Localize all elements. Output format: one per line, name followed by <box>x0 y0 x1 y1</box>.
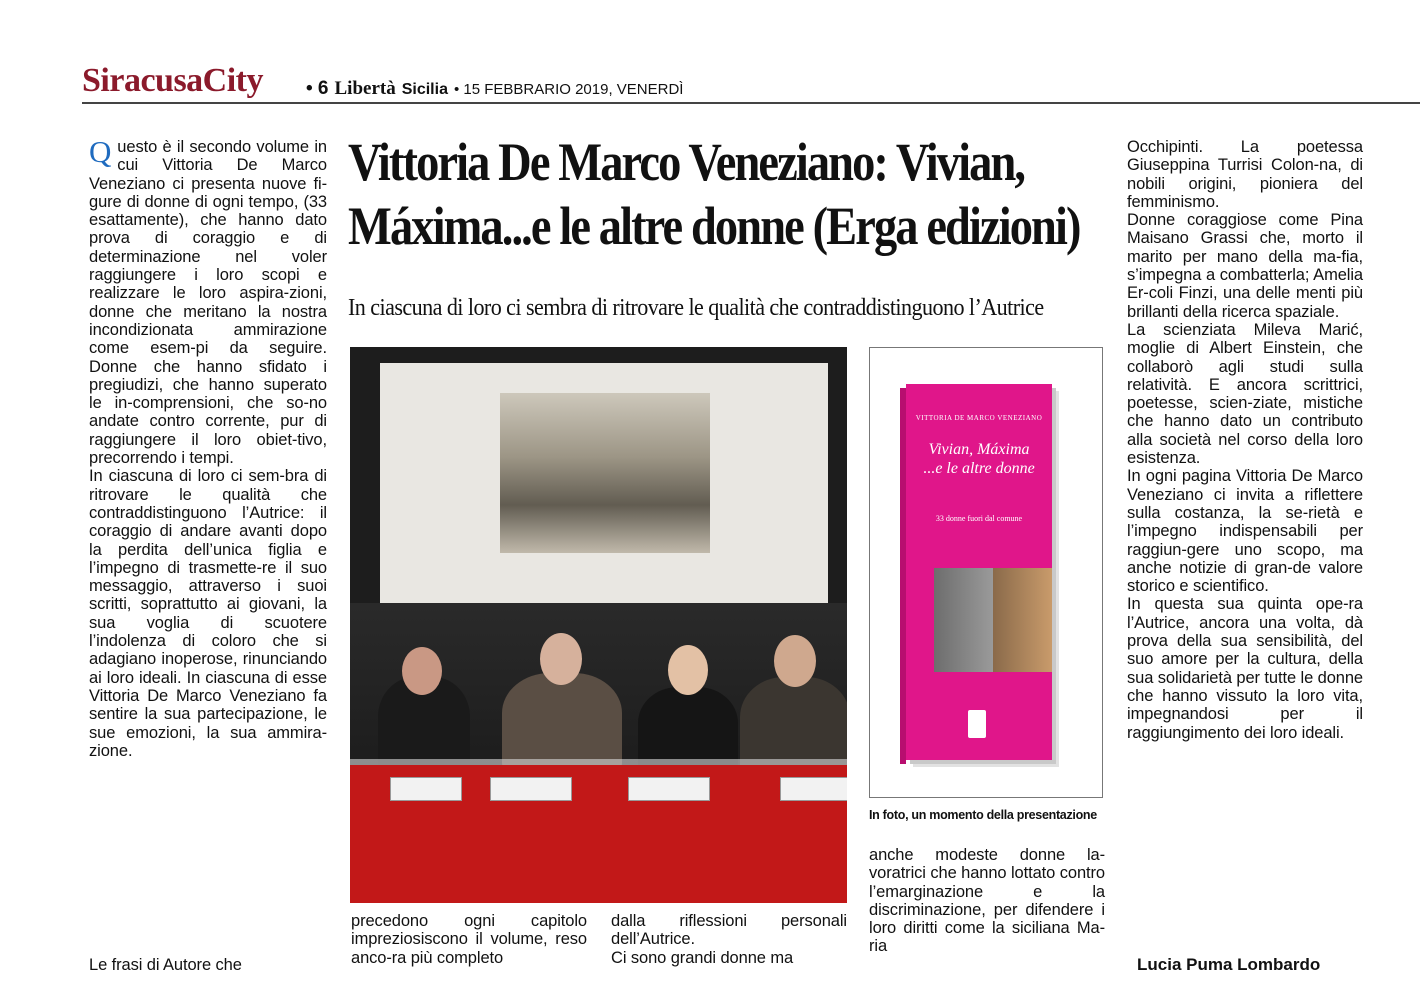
article-column-3 <box>611 912 847 967</box>
paragraph: Ci sono grandi donne ma <box>611 948 794 967</box>
nameplate <box>628 777 710 801</box>
paragraph: In questa sua quinta ope-ra l’Autrice, ancora una volta, dà prova della sua sensibilità, del suo amore per la cultura, della sua solidarietà per tutte le donne che hanno vissuto la loro vita, impegnandosi per il raggiungimento dei loro ideali. <box>1127 595 1364 742</box>
book-subtitle: 33 donne fuori dal comune <box>935 514 1023 523</box>
paragraph: Le frasi di Autore che <box>89 956 242 974</box>
book-title <box>906 440 1052 478</box>
article-column-5 <box>1127 138 1363 742</box>
book-cover <box>906 384 1052 760</box>
speaker-2 <box>502 673 622 773</box>
newspaper-logo: Libertà <box>334 78 396 99</box>
paragraph <box>89 134 327 468</box>
book-author: VITTORIA DE MARCO VENEZIANO <box>915 414 1043 422</box>
edition-region: Sicilia <box>401 81 448 98</box>
speaker-4-head <box>774 635 816 687</box>
photo-caption: In foto, un momento della presentazione <box>869 808 1097 822</box>
paragraph: In ciascuna di loro ci sem-bra di ritrovare le qualità che contraddistinguono l’Autrice: il coraggio di andare avanti dopo la perdita dell’unica figlia e l’impegno di trasmette-re il suo messaggio, attraverso i suoi scritti, soprattutto ai giovani, la sua voglia di scuotere l’indolenza di coloro che si adagiano inoperose, rinunciando ai loro ideali. In ciascuna di esse Vittoria De Marco Veneziano fa sentire la sua partecipazione, le sue emozioni, la sua ammira-zione. <box>89 467 327 760</box>
nameplate <box>780 777 847 801</box>
paragraph: dalla riflessioni personali dell’Autrice. <box>611 912 847 949</box>
projection-screen <box>380 363 828 603</box>
paragraph: Donne coraggiose come Pina Maisano Grassi che, morto il marito per mano della ma-fia, s’impegna a combatterla; Amelia Er-coli Finzi, una delle menti più brillanti della ricerca spaziale. <box>1127 211 1363 321</box>
nameplate <box>490 777 572 801</box>
drop-cap: Q <box>89 134 112 169</box>
headline <box>348 130 1080 258</box>
paragraph: Occhipinti. La poetessa Giuseppina Turrisi Colon-na, di nobili origini, pioniera del femminismo. <box>1127 138 1363 211</box>
speaker-3-head <box>668 645 708 695</box>
book-cover-photo <box>869 347 1103 798</box>
author-byline: Lucia Puma Lombardo <box>1137 955 1321 974</box>
paragraph-text: uesto è il secondo volume in cui Vittoria De Marco Veneziano ci presenta nuove fi-gure di donne di ogni tempo, (33 esattamente), che hanno dato prova di coraggio e di determinazione nel voler raggiungere i loro scopi e realizzare le loro aspira-zioni, donne che meritano la nostra incondizionata ammirazione come esem-pi da seguire. Donne che hanno sfidato i pregiudizi, che hanno superato le in-comprensioni, che so-no andate contro corrente, pur di raggiungere il loro obiet-tivo, precorrendo i tempi. <box>89 138 327 468</box>
headline-line-2: Máxima...e le altre donne (Erga edizioni) <box>348 196 1080 256</box>
paragraph: In ogni pagina Vittoria De Marco Veneziano ci invita a riflettere sulla costanza, la se-rietà e l’impegno indispensabili per raggiun-gere uno scopo, ma anche notizie di gran-de valore storico e scientifico. <box>1127 467 1363 596</box>
article-column-2 <box>351 912 587 967</box>
issue-date: • 15 FEBBRARIO 2019, VENERDÌ <box>453 81 684 98</box>
projected-image <box>500 393 710 553</box>
subheadline: In ciascuna di loro ci sembra di ritrovare le qualità che contraddistinguono l’Autrice <box>348 295 1044 321</box>
publisher-logo <box>968 710 986 738</box>
nameplate <box>390 777 462 801</box>
header-rule <box>82 102 1420 104</box>
book-cover-image <box>934 568 1052 672</box>
headline-line-1: Vittoria De Marco Veneziano: Vivian, <box>348 132 1025 192</box>
article-column-1 <box>89 134 327 974</box>
section-title: SiracusaCity <box>82 62 263 99</box>
paragraph: La scienziata Mileva Marić, moglie di Albert Einstein, che collaborò agli studi sulla relatività. E ancora scrittrici, poetesse, scien-ziate, mistiche che hanno dato un contributo alla società nel corso della loro esistenza. <box>1127 320 1363 468</box>
speaker-1-head <box>402 647 442 695</box>
book-title-line-2: ...e le altre donne <box>923 460 1035 477</box>
paragraph: anche modeste donne la-voratrici che hanno lottato contro l’emarginazione e la discriminazione, per difendere i loro diritti come la siciliana Ma-ria <box>869 846 1105 956</box>
paragraph: precedono ogni capitolo impreziosiscono il volume, reso anco-ra più completo <box>351 912 587 967</box>
page-number: • 6 <box>306 78 329 99</box>
presentation-photo <box>350 347 847 903</box>
masthead-info <box>306 78 683 100</box>
book-title-line-1: Vivian, Máxima <box>928 441 1030 458</box>
article-column-4 <box>869 846 1105 956</box>
speaker-2-head <box>540 633 582 685</box>
